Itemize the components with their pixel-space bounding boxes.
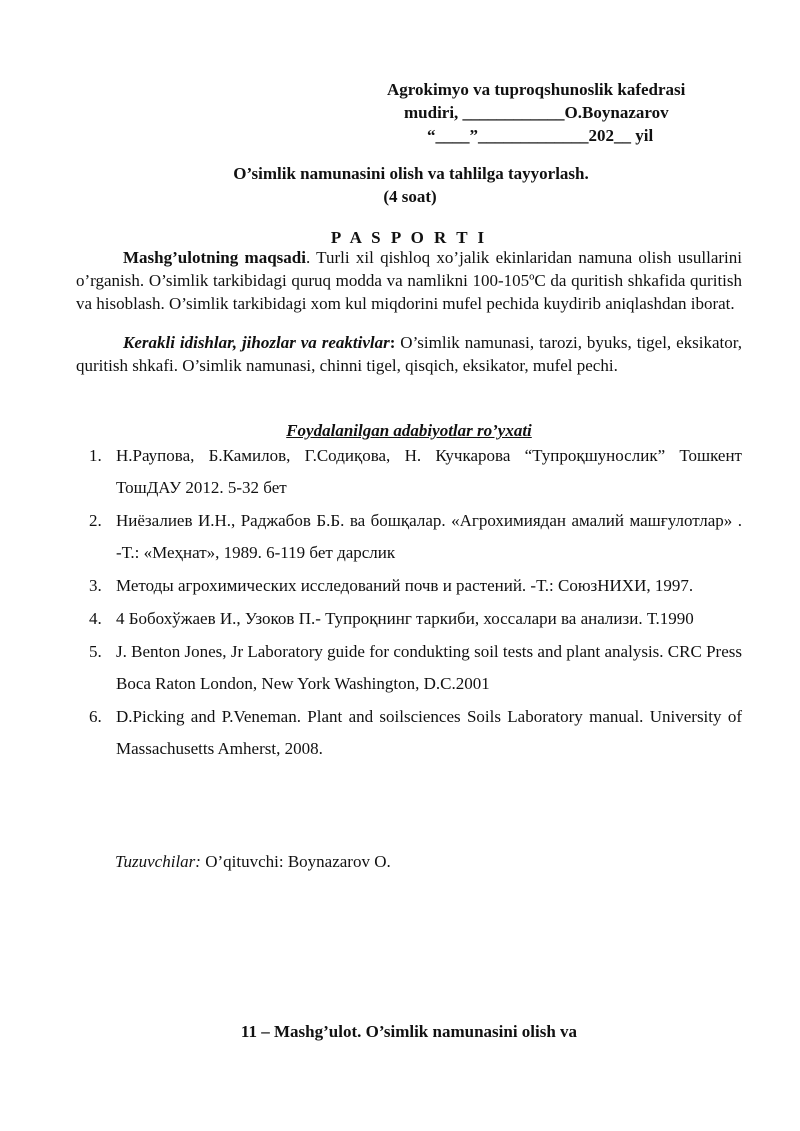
reference-item [89,570,742,602]
department-header [387,78,747,147]
reference-number: 4. [89,609,102,628]
references-list [89,440,742,766]
goal-paragraph [76,246,742,315]
reference-item [89,603,742,635]
reference-text: J. Benton Jones, Jr Laboratory guide for condukting soil tests and plant analysis. CRC Press Boca Raton London, New York Washington, D.C.2001 [116,642,742,693]
reference-text: Методы агрохимических исследований почв и растений. -Т.: СоюзНИХИ, 1997. [116,576,694,595]
references-heading: Foydalanilgan adabiyotlar ro’yxati [286,421,532,440]
reference-number: 1. [89,446,102,465]
reference-text: 4 Бобохўжаев И., Узоков П.- Тупроқнинг таркиби, хоссалари ва анализи. Т.1990 [116,609,694,628]
reference-item [89,701,742,765]
equipment-paragraph [76,331,742,377]
pasport-heading: P A S P O R T I [330,228,488,247]
goal-label: Mashg’ulotning maqsadi [123,248,306,267]
header-department: Agrokimyo va tuproqshunoslik kafedrasi [387,80,686,99]
reference-item [89,636,742,700]
author-line [115,852,391,872]
goal-text: . Turli xil qishloq xo’jalik ekinlaridan namuna olish usullarini o’rganish. O’simlik tarkibidagi quruq modda va namlikni 100-105ºC da quritish shkafida quritish va hisoblash. O’simlik tarkibidagi xom kul miqdorini mufel pechida kuydirib aniqlashdan iborat. [76,248,742,313]
header-head-signature: mudiri, ____________O.Boynazarov [404,103,669,122]
equipment-text: O’simlik namunasi, tarozi, byuks, tigel, eksikator, quritish shkafi. O’simlik namunasi, chinni tigel, qisqich, eksikator, mufel pechi. [76,333,742,375]
page-title [0,162,800,208]
equipment-colon: : [389,333,396,352]
reference-text: D.Picking and P.Veneman. Plant and soilsciences Soils Laboratory manual. University of Massachusetts Amherst, 2008. [116,707,742,758]
reference-text: Ниёзалиев И.Н., Раджабов Б.Б. ва бошқалар. «Агрохимиядан амалий машғулотлар» . -Т.: «Меҳнат», 1989. 6-119 бет дарслик [116,511,742,562]
title-main: O’simlik namunasini olish va tahlilga tayyorlash. [233,164,589,183]
title-duration: (4 soat) [383,187,437,206]
reference-number: 6. [89,707,102,726]
reference-number: 2. [89,511,102,530]
equipment-label: Kerakli idishlar, jihozlar va reaktivlar [123,333,390,352]
reference-item [89,440,742,504]
reference-number: 3. [89,576,102,595]
header-date-line: “____”_____________202__ yil [427,126,654,145]
author-text: O’qituvchi: Boynazarov O. [200,852,391,871]
reference-item [89,505,742,569]
reference-text: Н.Раупова, Б.Камилов, Г.Содиқова, Н. Кучкарова “Тупроқшунослик” Тошкент ТошДАУ 2012. 5-32 бет [116,446,742,497]
reference-number: 5. [89,642,102,661]
next-lesson-heading: 11 – Mashg’ulot. O’simlik namunasini olish va [240,1022,578,1041]
author-label: Tuzuvchilar: [115,852,201,871]
